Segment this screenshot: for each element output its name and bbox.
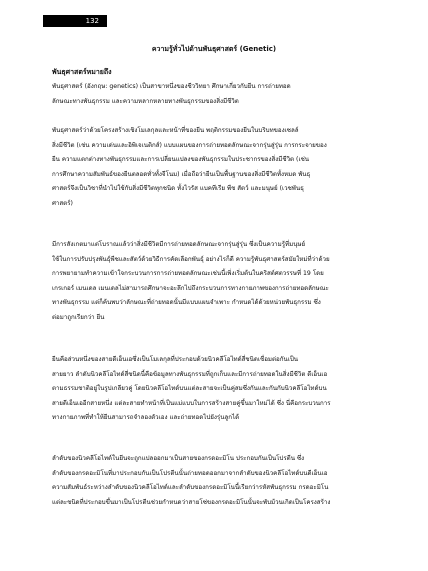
text-line: มีการสังเกตมาแต่โบราณแล้วว่าสิ่งมีชีวิตมีการถ่ายทอดลักษณะจากรุ่นสู่รุ่น ซึ่งเป็นความรู้ที่มนุษย์: [52, 241, 306, 248]
text-line: ทางกายภาพที่ทำให้ยีนสามารถจำลองตัวเอง และถ่ายทอดไปยังรุ่นลูกได้: [52, 414, 240, 421]
page-number: 132: [85, 17, 99, 25]
text-line: สิ่งมีชีวิต (เช่น ความเด่นและอิพิเจเนติกส์) แบบแผนของการถ่ายทอดลักษณะจากรุ่นสู่รุ่น การกระจายของ: [52, 141, 327, 149]
text-line: ทางพันธุกรรม แต่ก็ค้นพบว่าลักษณะที่ถ่ายทอดนั้นมีแบบแผนจำเพาะ กำหนดได้ด้วยหน่วยพันธุกรรม ซึ่ง: [52, 299, 321, 306]
section-heading: พันธุศาสตร์หมายถึง: [52, 68, 112, 76]
text-line: ยีนคือส่วนหนึ่งของสายดีเอ็นเอซึ่งเป็นโมเลกุลที่ประกอบด้วยนิวคลีโอไทด์สี่ชนิดเชื่อมต่อกันเป็น: [52, 356, 298, 363]
paragraph-scope: [52, 124, 378, 211]
paragraph-dna: [52, 353, 378, 426]
text-line: ต่อมาถูกเรียกว่า ยีน: [52, 313, 105, 321]
text-line: เกรเกอร์ เมนเดล เมนเดลไม่สามารถศึกษาจะอะลึกไปถึงกระบวนการทางกายภาพของการถ่ายทอดลักษณะ: [52, 284, 329, 292]
text-line: สายดีเอ็นเออีกสายหนึ่ง แต่ละสายทำหน้าที่เป็นแม่แบบในการสร้างสายคู่ขึ้นมาใหม่ได้ ซึ่ง นี่คือกระบวนการ: [52, 399, 331, 407]
text-line: ความสัมพันธ์ระหว่างลำดับของนิวคลีโอไทด์และลำดับของกรดอะมิโนนี้เรียกว่ารหัสพันธุกรรม กรดอะมิโน: [52, 484, 329, 491]
text-line: การศึกษาความสัมพันธ์ของยีนตลอดทั่วทั้งจีโนม) เมื่อถือว่ายีนเป็นพื้นฐานของสิ่งมีชีวิตทั้งหมด พันธุ: [52, 170, 311, 178]
text-line: ศาสตร์): [52, 199, 73, 207]
text-line: ลำดับของกรดอะมิโนที่มาประกอบกันเป็นโปรตีนนั้นถ่ายทอดออกมาจากลำดับของนิวคลีโอไทด์บนดีเอ็นเอ: [52, 469, 328, 477]
text-line: ใช้ในการปรับปรุงพันธุ์พืชและสัตว์ด้วยวิธีการคัดเลือกพันธุ์ อย่างไรก็ดี ความรู้พันธุศาสตร์สมัยใหม่ที่ว่าด้วย: [52, 255, 330, 263]
text-line: สายยาว ลำดับนิวคลีโอไทด์สี่ชนิดนี้คือข้อมูลทางพันธุกรรมที่ถูกเก็บและมีการถ่ายทอดในสิ่งมีชีวิต ดีเอ็นเอ: [52, 370, 328, 378]
text-line: ยีน ความแตกต่างทางพันธุกรรมและการเปลี่ยนแปลงของพันธุกรรมในประชากรของสิ่งมีชีวิต (เช่น: [52, 156, 310, 163]
text-line: ศาสตร์จึงเป็นวิชาที่นำไปใช้กับสิ่งมีชีวิตทุกชนิด ทั้งไวรัส แบคทีเรีย พืช สัตว์ และมนุษย์ (เวชพันธุ: [52, 185, 304, 192]
text-line: การพยายามทำความเข้าใจกระบวนการการถ่ายทอดลักษณะเช่นนี้เพิ่งเริ่มต้นในคริสต์ศตวรรษที่ 19 โดย: [52, 270, 324, 277]
text-line: แต่ละชนิดที่ประกอบขึ้นมาเป็นโปรตีนช่วยกำหนดว่าสายโซ่ของกรดอะมิโนนั้นจะพับม้วนเกิดเป็นโครงสร้าง: [52, 498, 331, 506]
paragraph-definition: [52, 80, 378, 109]
text-line: พันธุศาสตร์ว่าด้วยโครงสร้างเชิงโมเลกุลและหน้าที่ของยีน พฤติกรรมของยีนในบริบทของเซลล์: [52, 127, 299, 134]
text-line: ลำดับของนิวคลีโอไทด์ในยีนจะถูกแปลออกมาเป็นสายของกรดอะมิโน ประกอบกันเป็นโปรตีน ซึ่ง: [52, 455, 305, 462]
paragraph-protein: [52, 452, 378, 510]
text-line: พันธุศาสตร์ (อังกฤษ: genetics) เป็นสาขาหนึ่งของชีววิทยา ศึกษาเกี่ยวกับยีน การถ่ายทอด: [52, 83, 291, 90]
document-title: ความรู้ทั่วไปด้านพันธุศาสตร์ (Genetic): [151, 45, 277, 53]
text-line: ตามธรรมชาติอยู่ในรูปเกลียวคู่ โดยนิวคลีโอไทด์บนแต่ละสายจะเป็นคู่สมซึ่งกันและกันกับนิวคลีโอไทด์บน: [52, 385, 327, 392]
paragraph-history: [52, 238, 378, 325]
text-line: ลักษณะทางพันธุกรรม และความหลากหลายทางพันธุกรรมของสิ่งมีชีวิต: [52, 97, 239, 105]
page-number-bar: [43, 15, 107, 27]
